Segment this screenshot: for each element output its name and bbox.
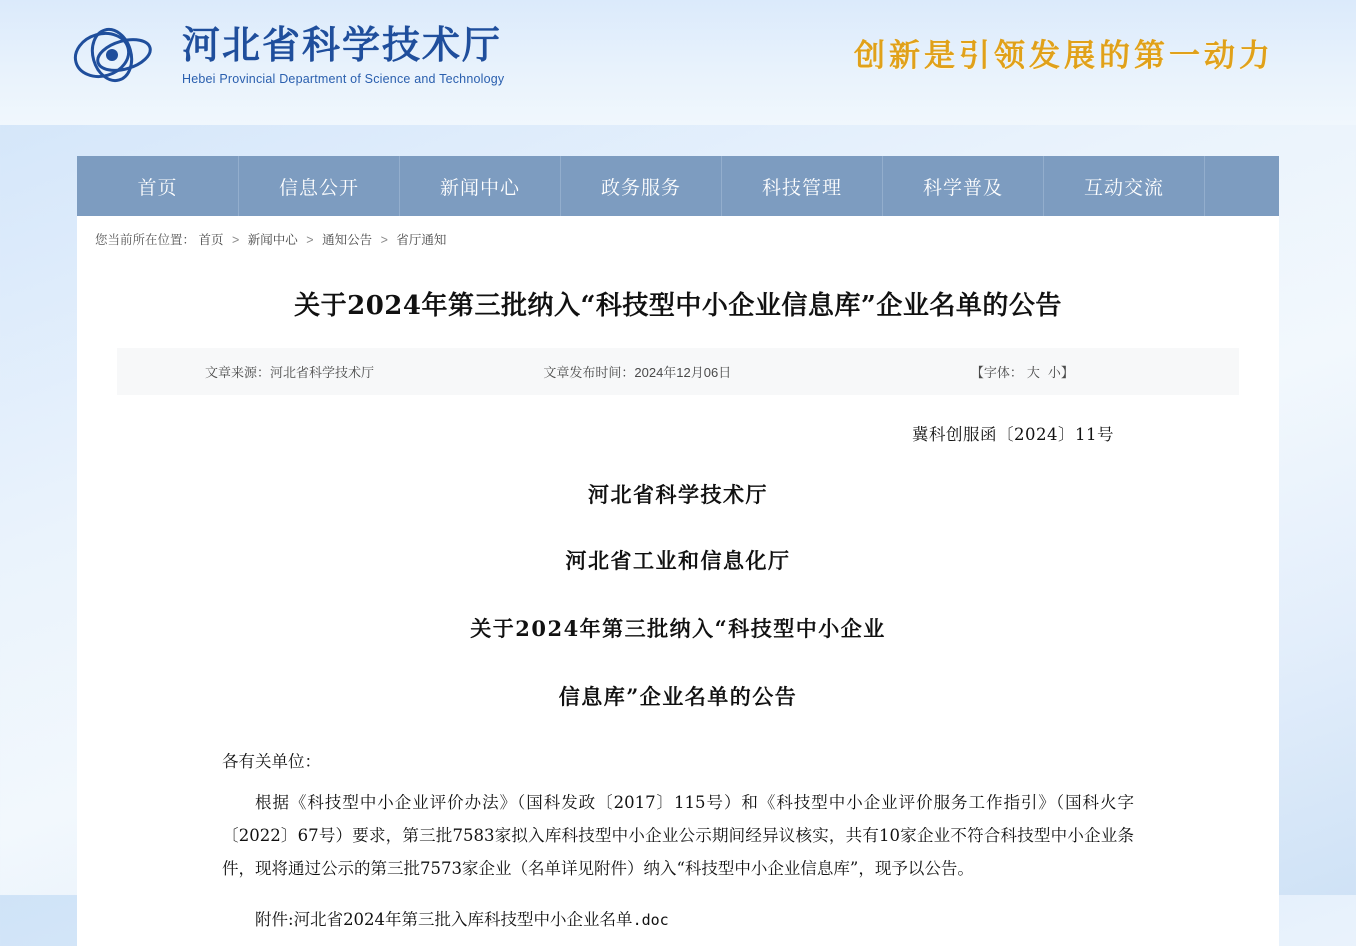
font-size-large-button[interactable]: 大: [1026, 365, 1040, 380]
breadcrumb-prefix: 您当前所在位置：: [95, 233, 196, 247]
main-nav: [77, 156, 1279, 216]
attachment-extension: .doc: [632, 911, 669, 929]
font-size-control: [925, 362, 1239, 381]
doc-heading-line-3: 关于2024年第三批纳入“科技型中小企业: [470, 616, 886, 641]
breadcrumb-separator: >: [380, 233, 388, 247]
breadcrumb-item-notice[interactable]: 通知公告: [322, 233, 373, 247]
nav-item-interact[interactable]: 互动交流: [1044, 156, 1205, 216]
logo-title-cn: 河北省科学技术厅: [182, 23, 503, 68]
article-date-value: 2024年12月06日: [634, 365, 732, 380]
article-body: [222, 745, 1134, 936]
nav-item-sci-popul[interactable]: 科学普及: [883, 156, 1044, 216]
site-header: [0, 0, 1356, 125]
body-paragraph: 根据《科技型中小企业评价办法》（国科发政〔2017〕115号）和《科技型中小企业评价服务工作指引》（国科火字〔2022〕67号）要求，第三批7583家拟入库科技型中小企业公示期间经异议核实，共有10家企业不符合科技型中小企业条件，现将通过公示的第三批7573家企业（名单详见附件）纳入“科技型中小企业信息库”，现予以公告。: [222, 793, 1134, 878]
font-size-small-button[interactable]: 小: [1047, 365, 1061, 380]
logo-title-en: Hebei Provincial Department of Science and Technology: [182, 71, 505, 86]
breadcrumb-separator: >: [232, 233, 240, 247]
doc-heading-line-1: 河北省科学技术厅: [588, 482, 768, 507]
hebei-emblem-icon: [68, 24, 164, 86]
page-title: 关于2024年第三批纳入“科技型中小企业信息库”企业名单的公告: [294, 291, 1062, 321]
breadcrumb-item-news[interactable]: 新闻中心: [247, 233, 298, 247]
article-publish-date: [543, 362, 924, 381]
nav-item-info[interactable]: 信息公开: [239, 156, 400, 216]
nav-item-services[interactable]: 政务服务: [561, 156, 722, 216]
document-number: 冀科创服函〔2024〕11号: [912, 425, 1114, 444]
article-source: [117, 362, 543, 381]
breadcrumb: [77, 216, 1279, 261]
breadcrumb-separator: >: [306, 233, 314, 247]
nav-item-tech-mgmt[interactable]: 科技管理: [722, 156, 883, 216]
content-panel: [77, 216, 1279, 946]
salutation: 各有关单位：: [222, 752, 321, 771]
article-meta-bar: [117, 348, 1239, 395]
attachment-link[interactable]: 河北省2024年第三批入库科技型中小企业名单: [293, 910, 633, 929]
site-slogan: 创新是引领发展的第一动力: [854, 38, 1274, 74]
article-source-label: 文章来源：: [205, 365, 271, 380]
breadcrumb-item-home[interactable]: 首页: [198, 233, 224, 247]
nav-item-home[interactable]: 首页: [77, 156, 239, 216]
doc-heading-line-4: 信息库”企业名单的公告: [558, 684, 798, 709]
doc-heading-line-2: 河北省工业和信息化厅: [565, 548, 791, 573]
breadcrumb-item-dept-notice[interactable]: 省厅通知: [396, 233, 447, 247]
font-size-label-end: 】: [1060, 365, 1074, 380]
site-logo[interactable]: [68, 24, 504, 86]
font-size-label: 【字体：: [970, 365, 1023, 380]
attachment-line: [222, 903, 1134, 936]
nav-item-news[interactable]: 新闻中心: [400, 156, 561, 216]
nav-filler: [1205, 156, 1279, 216]
article-date-label: 文章发布时间：: [543, 365, 635, 380]
attachment-label: 附件:: [255, 910, 294, 929]
article-source-value: 河北省科学技术厅: [270, 365, 375, 380]
